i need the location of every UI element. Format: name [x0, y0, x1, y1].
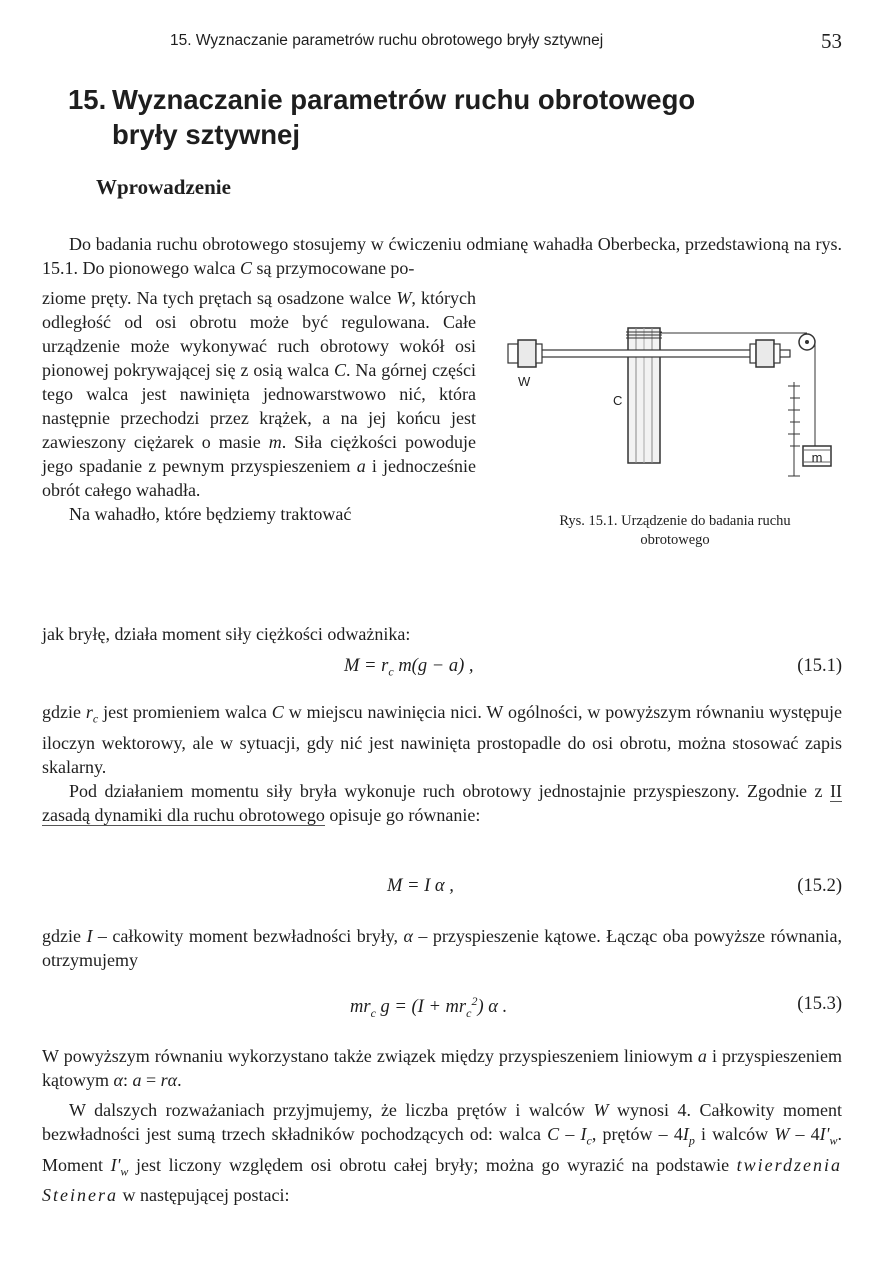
equation-15-1 [42, 656, 842, 684]
paragraph-moment-end: jak bryłę, działa moment siły ciężkości odważnika: [42, 624, 411, 644]
equation-15-1-number: (15.1) [797, 656, 842, 676]
paragraph-steiner: W dalszych rozważaniach przyjmujemy, że liczba prętów i walców W wynosi 4. Całkowity moment bezwładności jest sumą trzech składników pochodzących od: walca C – $I_c$, prętów – $4I_p$ i walców W – $4I'_w$. Moment $I'_w$ jest liczony względem osi obrotu całej bryły; można go wyrazić na podstawie twierdzenia Steinera w następującej postaci: [42, 1100, 843, 1206]
equation-15-3-number: (15.3) [797, 994, 842, 1014]
chapter-title [68, 82, 788, 152]
caption-line2: obrotowego [640, 532, 710, 548]
chapter-title-line1: Wyznaczanie parametrów ruchu obrotowego [112, 84, 696, 115]
paragraph-vector-product: gdzie $r_c$ jest promieniem walca C w miejscu nawinięcia nici. W ogólności, w powyższym równaniu występuje iloczyn wektorowy, ale w sytuacji, gdy nić jest nawinięta prostopadle do osi obrotu, można stosować zapis skalarny. [42, 702, 842, 777]
chapter-title-line2: bryły sztywnej [112, 119, 300, 150]
running-header [170, 29, 842, 53]
accessible-text [0, 0, 1, 1]
weight-w-left [518, 340, 536, 367]
figure-caption [505, 512, 845, 550]
paragraph-linear-angular: W powyższym równaniu wykorzystano także związek między przyspieszeniem liniowym a i przyspieszeniem kątowym α: a = rα. [42, 1046, 842, 1090]
ruler-scale [788, 382, 800, 476]
weight-w-right [756, 340, 774, 367]
label-c: C [613, 393, 623, 408]
figure-oberbeck-pendulum [500, 316, 845, 496]
paragraph-combining: gdzie I – całkowity moment bezwładności bryły, α – przyspieszenie kątowe. Łącząc oba powyższe równania, otrzymujemy [42, 926, 843, 970]
p1-full [0, 0, 1, 1]
chapter-number: 15. [68, 84, 107, 115]
page-number: 53 [821, 29, 842, 53]
running-title: 15. Wyznaczanie parametrów ruchu obrotowego bryły sztywnej [170, 32, 604, 49]
equation-15-3-formula: $mr_c$ $g = (I + mr_c^2)$ α . [350, 994, 508, 1020]
equation-15-3 [42, 994, 842, 1022]
paragraph-second-law: Pod działaniem momentu siły bryła wykonuje ruch obrotowy jednostajnie przyspieszony. Zgodnie z II zasadą dynamiki dla ruchu obrotowego opisuje go równanie: [42, 781, 842, 825]
equation-15-2-formula: M = I α , [387, 876, 454, 896]
paragraph-intro-narrow: ziome pręty. Na tych prętach są osadzone walce W, których odległość od osi obrotu może być regulowana. Całe urządzenie może wykonywać ruch obrotowy wokół osi pionowej pokrywającej się z osią walca C. Na górnej części tego walca jest nawinięta jednowarstwowo nić, która następnie przechodzi przez krążek, a na jej końcu jest zawieszony ciężarek o masie m. Siła ciężkości powoduje jego spadanie z pewnym przyspieszeniem a i jednocześnie obrót całego wahadła. Na wahadło, które będziemy traktować [42, 288, 477, 524]
label-m: m [811, 450, 823, 465]
paragraph-intro-wide: Do badania ruchu obrotowego stosujemy w ćwiczeniu odmianę wahadła Oberbecka, przedstawioną na rys. 15.1. Do pionowego walca C są przymocowane po- [42, 234, 842, 278]
label-w: W [518, 374, 531, 389]
section-title: Wprowadzenie [96, 175, 231, 199]
equation-15-2 [42, 876, 842, 904]
caption-line1: Rys. 15.1. Urządzenie do badania ruchu [559, 513, 791, 529]
equation-15-2-number: (15.2) [797, 876, 842, 896]
equation-15-1-formula: $M = r_c$ m(g − a) , [344, 656, 474, 679]
